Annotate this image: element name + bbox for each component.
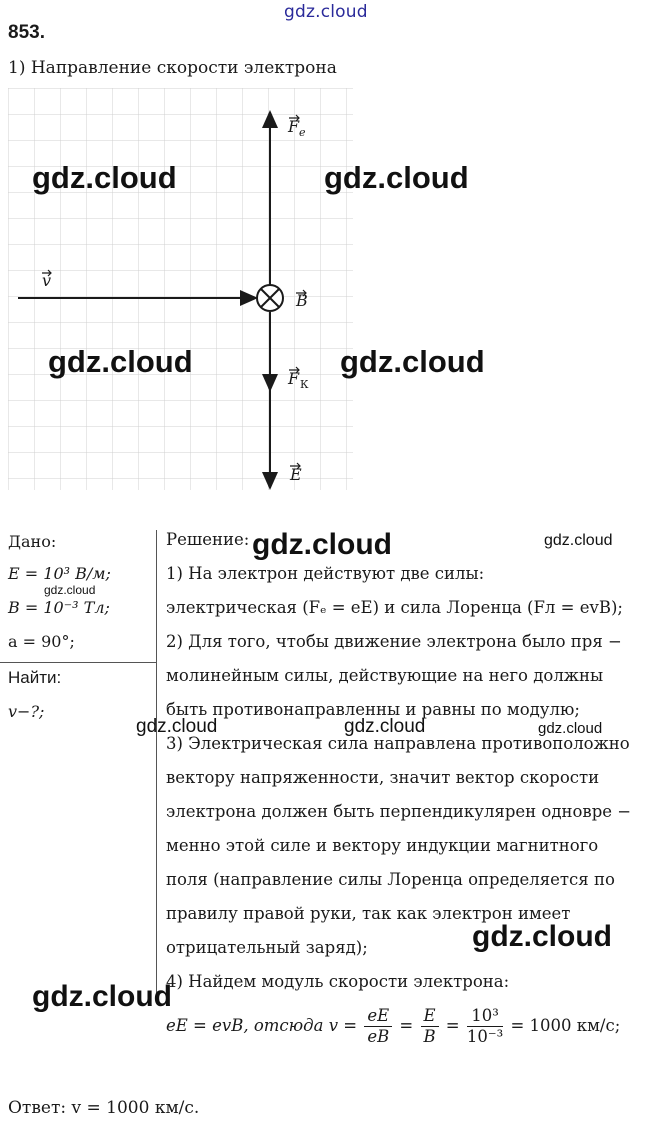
b-label: B bbox=[296, 291, 308, 310]
watermark: gdz.cloud bbox=[252, 528, 392, 561]
solution-line: 3) Электрическая сила направлена противоположно bbox=[166, 734, 630, 753]
watermark: gdz.cloud bbox=[472, 920, 612, 953]
final-formula bbox=[166, 1006, 620, 1047]
find-value: v−?; bbox=[8, 702, 45, 721]
given-title: Дано: bbox=[8, 532, 57, 551]
solution-line: вектору напряженности, значит вектор скорости bbox=[166, 768, 600, 787]
watermark: gdz.cloud bbox=[32, 980, 172, 1013]
equals-sign: = bbox=[399, 1016, 414, 1035]
solution-title: Решение: bbox=[166, 530, 250, 549]
fraction-powers: $\frac{\text{10³}}{\text{10⁻³}}$ bbox=[466, 1006, 504, 1046]
formula-lead: eE = evB, отсюда v = bbox=[166, 1016, 358, 1035]
fk-label-sub: К bbox=[300, 378, 309, 391]
watermark: gdz.cloud bbox=[344, 716, 426, 737]
fk-label: F bbox=[288, 369, 300, 388]
grid-background bbox=[8, 88, 353, 490]
fraction-e-b: $\frac{E}{B}$ bbox=[421, 1006, 439, 1047]
given-angle: a = 90°; bbox=[8, 632, 75, 651]
watermark: gdz.cloud bbox=[136, 716, 218, 737]
solution-line: отрицательный заряд); bbox=[166, 938, 368, 957]
solution-line: правилу правой руки, так как электрон имеет bbox=[166, 904, 571, 923]
watermark: gdz.cloud bbox=[48, 344, 193, 379]
solution-line: быть противонаправленны и равны по модулю; bbox=[166, 700, 580, 719]
solution-line: молинейным силы, действующие на него должны bbox=[166, 666, 604, 685]
answer: Ответ: v = 1000 км/с. bbox=[8, 1098, 200, 1118]
given-e: E = 10³ В/м; bbox=[8, 564, 111, 583]
v-label: v bbox=[42, 271, 52, 290]
problem-number: 853. bbox=[8, 22, 45, 43]
section-title: 1) Направление скорости электрона bbox=[8, 58, 337, 78]
watermark: gdz.cloud bbox=[32, 160, 177, 195]
solution-line: электрическая (Fₑ = eE) и сила Лоренца (Fл = evB); bbox=[166, 598, 623, 617]
solution-line: электрона должен быть перпендикулярен одновре − bbox=[166, 802, 632, 821]
e-label: E bbox=[290, 465, 302, 484]
fraction-ee-eb: $\frac{eE}{eB}$ bbox=[364, 1006, 392, 1047]
fe-label: F bbox=[288, 117, 300, 136]
solution-line: 4) Найдем модуль скорости электрона: bbox=[166, 972, 510, 991]
vector-diagram bbox=[8, 88, 353, 490]
watermark: gdz.cloud bbox=[44, 583, 96, 597]
solution-line: менно этой силе и вектору индукции магнитного bbox=[166, 836, 599, 855]
formula-result: = 1000 км/с; bbox=[510, 1016, 621, 1035]
divider-horizontal bbox=[0, 662, 156, 663]
given-b: B = 10⁻³ Тл; bbox=[8, 598, 110, 617]
watermark: gdz.cloud bbox=[324, 160, 469, 195]
solution-line: 2) Для того, чтобы движение электрона было пря − bbox=[166, 632, 622, 651]
solution-line: 1) На электрон действуют две силы: bbox=[166, 564, 485, 583]
watermark: gdz.cloud bbox=[340, 344, 485, 379]
fe-label-sub: e bbox=[299, 126, 306, 139]
b-into-page-icon bbox=[257, 285, 283, 311]
divider-vertical bbox=[156, 530, 157, 1000]
watermark: gdz.cloud bbox=[538, 720, 603, 737]
watermark: gdz.cloud bbox=[544, 532, 613, 549]
find-title: Найти: bbox=[8, 668, 62, 687]
watermark-top: gdz.cloud bbox=[284, 2, 368, 22]
equals-sign: = bbox=[445, 1016, 460, 1035]
solution-line: поля (направление силы Лоренца определяется по bbox=[166, 870, 615, 889]
